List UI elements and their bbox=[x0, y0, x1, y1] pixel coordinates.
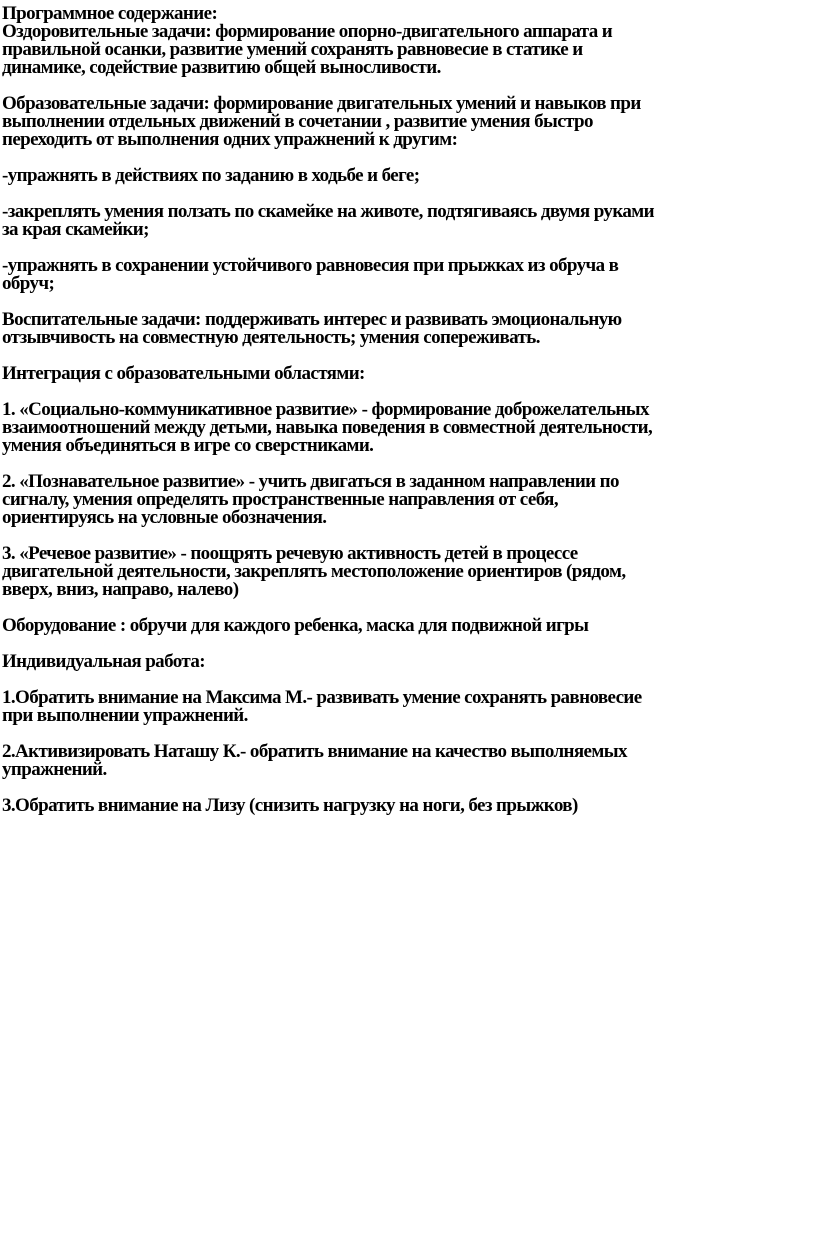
paragraph-line: Оборудование : обручи для каждого ребенка, маска для подвижной игры bbox=[2, 615, 589, 636]
individual-item-maxim bbox=[2, 689, 814, 725]
paragraph-line: 1.Обратить внимание на Максима М.- развивать умение сохранять равновесие bbox=[2, 687, 642, 708]
equipment-paragraph bbox=[2, 617, 814, 635]
paragraph-line: переходить от выполнения одних упражнений к другим: bbox=[2, 129, 458, 150]
educational-tasks-paragraph bbox=[2, 95, 814, 149]
paragraph-line: за края скамейки; bbox=[2, 219, 149, 240]
exercise-item-crawling bbox=[2, 203, 814, 239]
paragraph-line: -упражнять в сохранении устойчивого равновесия при прыжках из обруча в bbox=[2, 255, 619, 276]
heading-line: Программное содержание: bbox=[2, 3, 218, 24]
paragraph-line: обруч; bbox=[2, 273, 55, 294]
paragraph-line: динамике, содействие развитию общей выносливости. bbox=[2, 57, 441, 78]
paragraph-line: ориентируясь на условные обозначения. bbox=[2, 507, 327, 528]
paragraph-line: при выполнении упражнений. bbox=[2, 705, 248, 726]
integration-heading bbox=[2, 365, 814, 383]
integration-item-cognitive bbox=[2, 473, 814, 527]
paragraph-line: 1. «Социально-коммуникативное развитие» - формирование доброжелательных bbox=[2, 399, 649, 420]
health-tasks-paragraph bbox=[2, 23, 814, 77]
integration-item-speech bbox=[2, 545, 814, 599]
upbringing-tasks-paragraph bbox=[2, 311, 814, 347]
paragraph-line: умения объединяться в игре со сверстниками. bbox=[2, 435, 374, 456]
exercise-item-walking bbox=[2, 167, 814, 185]
paragraph-line: 3. «Речевое развитие» - поощрять речевую активность детей в процессе bbox=[2, 543, 578, 564]
paragraph-line: 3.Обратить внимание на Лизу (снизить нагрузку на ноги, без прыжков) bbox=[2, 795, 578, 816]
individual-item-liza bbox=[2, 797, 814, 815]
paragraph-line: вверх, вниз, направо, налево) bbox=[2, 579, 239, 600]
individual-item-natasha bbox=[2, 743, 814, 779]
paragraph-line: Индивидуальная работа: bbox=[2, 651, 205, 672]
paragraph-line: взаимоотношений между детьми, навыка поведения в совместной деятельности, bbox=[2, 417, 653, 438]
paragraph-line: Оздоровительные задачи: формирование опорно-двигательного аппарата и bbox=[2, 21, 613, 42]
paragraph-line: Интеграция с образовательными областями: bbox=[2, 363, 365, 384]
paragraph-line: 2.Активизировать Наташу К.- обратить внимание на качество выполняемых bbox=[2, 741, 627, 762]
paragraph-line: правильной осанки, развитие умений сохранять равновесие в статике и bbox=[2, 39, 583, 60]
paragraph-line: Воспитательные задачи: поддерживать интерес и развивать эмоциональную bbox=[2, 309, 622, 330]
paragraph-line: двигательной деятельности, закреплять местоположение ориентиров (рядом, bbox=[2, 561, 626, 582]
paragraph-line: -закреплять умения ползать по скамейке на животе, подтягиваясь двумя руками bbox=[2, 201, 654, 222]
paragraph-line: 2. «Познавательное развитие» - учить двигаться в заданном направлении по bbox=[2, 471, 619, 492]
paragraph-line: сигналу, умения определять пространственные направления от себя, bbox=[2, 489, 558, 510]
exercise-item-jumping bbox=[2, 257, 814, 293]
individual-work-heading bbox=[2, 653, 814, 671]
integration-item-social bbox=[2, 401, 814, 455]
paragraph-line: -упражнять в действиях по заданию в ходьбе и беге; bbox=[2, 165, 420, 186]
paragraph-line: выполнении отдельных движений в сочетании , развитие умения быстро bbox=[2, 111, 593, 132]
paragraph-line: упражнений. bbox=[2, 759, 107, 780]
paragraph-line: Образовательные задачи: формирование двигательных умений и навыков при bbox=[2, 93, 641, 114]
paragraph-line: отзывчивость на совместную деятельность; умения сопереживать. bbox=[2, 327, 540, 348]
